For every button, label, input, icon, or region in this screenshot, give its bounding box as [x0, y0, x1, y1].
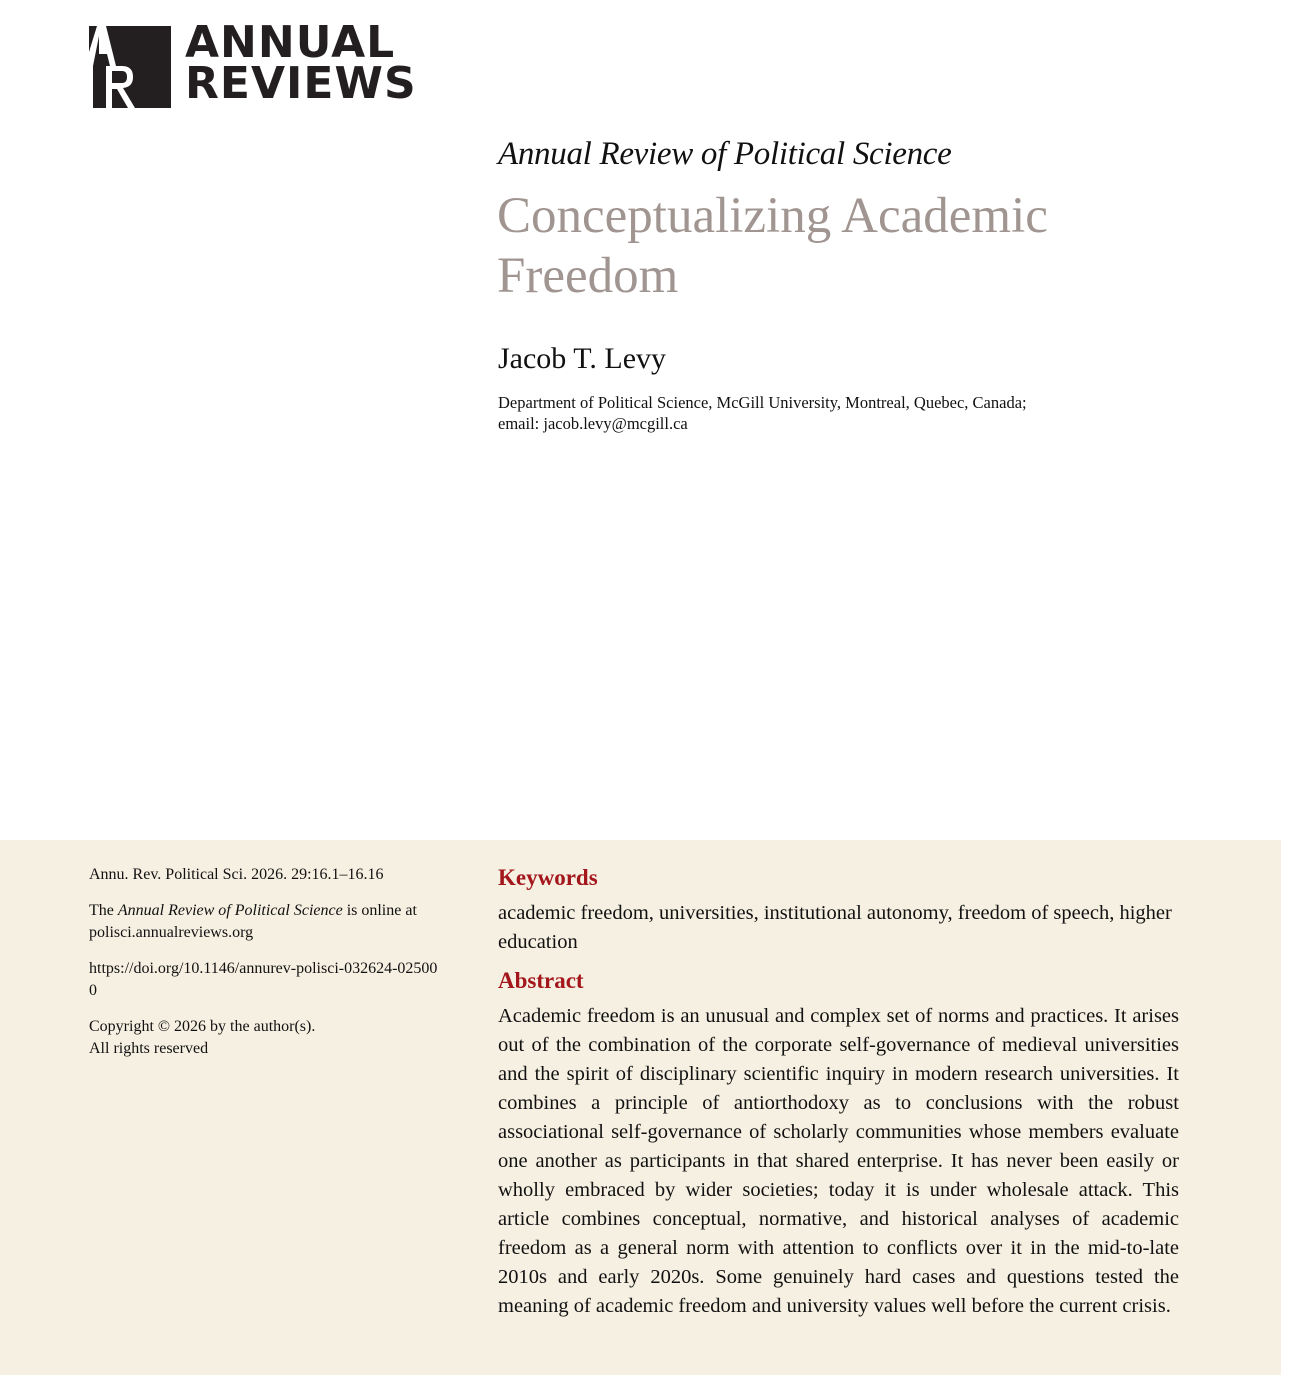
- keywords-list: academic freedom, universities, institutional autonomy, freedom of speech, higher education: [498, 902, 1172, 953]
- keywords-abstract: [498, 863, 1179, 1321]
- citation: Annu. Rev. Political Sci. 2026. 29:16.1–16.16: [89, 866, 384, 883]
- annual-reviews-logo: [89, 17, 417, 109]
- logo-wordmark: [185, 17, 417, 109]
- online-url[interactable]: polisci.annualreviews.org: [89, 924, 254, 941]
- logo-line-reviews: REVIEWS: [185, 58, 417, 109]
- article-title: Conceptualizing Academic Freedom: [497, 188, 1048, 304]
- doi-link[interactable]: [89, 958, 441, 1002]
- affiliation-line: Department of Political Science, McGill University, Montreal, Quebec, Canada;: [498, 393, 1027, 412]
- citation-sidebar: [89, 864, 449, 1074]
- doi-text[interactable]: https://doi.org/10.1146/annurev-polisci-032624-025000: [89, 960, 438, 999]
- author-email[interactable]: email: jacob.levy@mcgill.ca: [498, 414, 688, 433]
- online-journal: Annual Review of Political Science: [117, 902, 343, 919]
- copyright: [89, 1016, 449, 1060]
- journal-name: Annual Review of Political Science: [498, 136, 952, 172]
- author-affiliation: [498, 392, 1118, 434]
- rights-line: All rights reserved: [89, 1040, 209, 1057]
- ar-logo-mark-icon: [89, 26, 171, 108]
- abstract-text: Academic freedom is an unusual and complex set of norms and practices. It arises out of the combination of the corporate self-governance of medieval universities and the spirit of disciplinary scientific inquiry in modern research universities. It combines a principle of antiorthodoxy as to conclusions with the robust associational self-governance of scholarly communities whose members evaluate one another as participants in that shared enterprise. It has never been easily or wholly embraced by wider societies; today it is under wholesale attack. This article combines conceptual, normative, and historical analyses of academic freedom as a general norm with attention to conflicts over it in the mid-to-late 2010s and early 2020s. Some genuinely hard cases and questions tested the meaning of academic freedom and university values well before the current crisis.: [498, 1005, 1179, 1317]
- logo-line-annual: ANNUAL: [185, 17, 396, 68]
- online-suffix: is online at: [342, 902, 417, 919]
- abstract-heading: Abstract: [498, 968, 584, 993]
- online-prefix: The: [89, 902, 118, 919]
- author-name: Jacob T. Levy: [498, 342, 667, 375]
- online-notice: [89, 900, 449, 944]
- copyright-line: Copyright © 2026 by the author(s).: [89, 1018, 316, 1035]
- keywords-heading: Keywords: [498, 865, 598, 890]
